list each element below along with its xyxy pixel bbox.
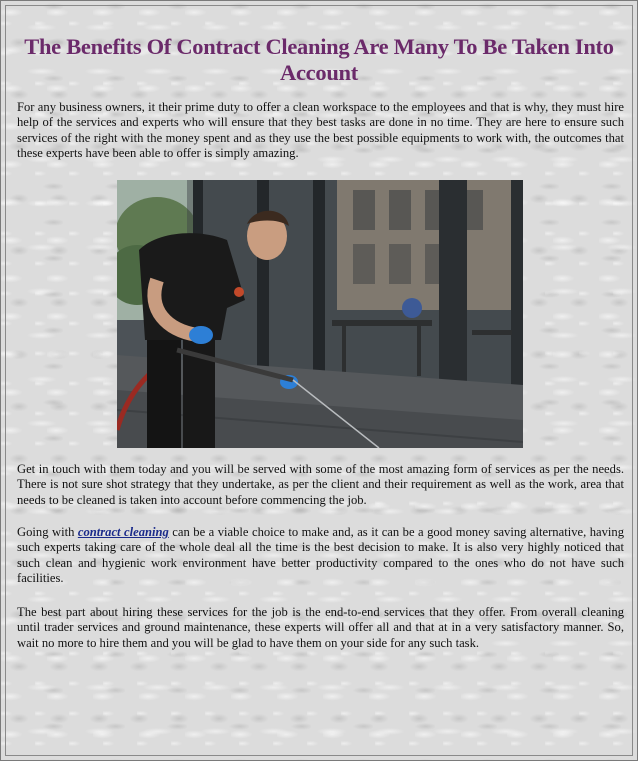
contract-cleaning-link[interactable]: contract cleaning <box>77 525 169 539</box>
paragraph-end-to-end: The best part about hiring these services for the job is the end-to-end services that they offer. From overall cleaning until trader services and ground maintenance, these experts will offer all and that at in a very satisfactory manner. So, wait no more to hire them and you will be glad to have them on your side for any such task. <box>17 605 624 650</box>
paragraph-text-after-link: can be a viable choice to make and, as it can be a good money saving alternative, having such experts taking care of the whole deal all the time is the best decision to make. It is also very highly noticed that such clean and hygienic work environment have better productivity compared to the ones who do not have such facilities. <box>17 525 624 586</box>
paragraph-text-before-link: Going with <box>17 525 78 539</box>
paragraph-intro: For any business owners, it their prime duty to offer a clean workspace to the employees and that is why, they must hire help of the services and experts who will ensure that they best tasks are done in no time. They are here to ensure such services of the right with the money spent and as they use the best possible equipments to work with, the outcomes that these experts have been able to offer is simply amazing. <box>17 100 624 161</box>
paragraph-get-in-touch: Get in touch with them today and you will be served with some of the most amazing form of services as per the needs. There is not sure shot strategy that they undertake, as per the client and their requirement as well as the work, area that needs to be cleaned is taken into account before commencing the job. <box>17 462 624 507</box>
cleaner-pressure-washing-photo <box>117 180 523 448</box>
paragraph-contract-cleaning <box>17 525 624 587</box>
page-title: The Benefits Of Contract Cleaning Are Many To Be Taken Into Account <box>24 34 614 85</box>
